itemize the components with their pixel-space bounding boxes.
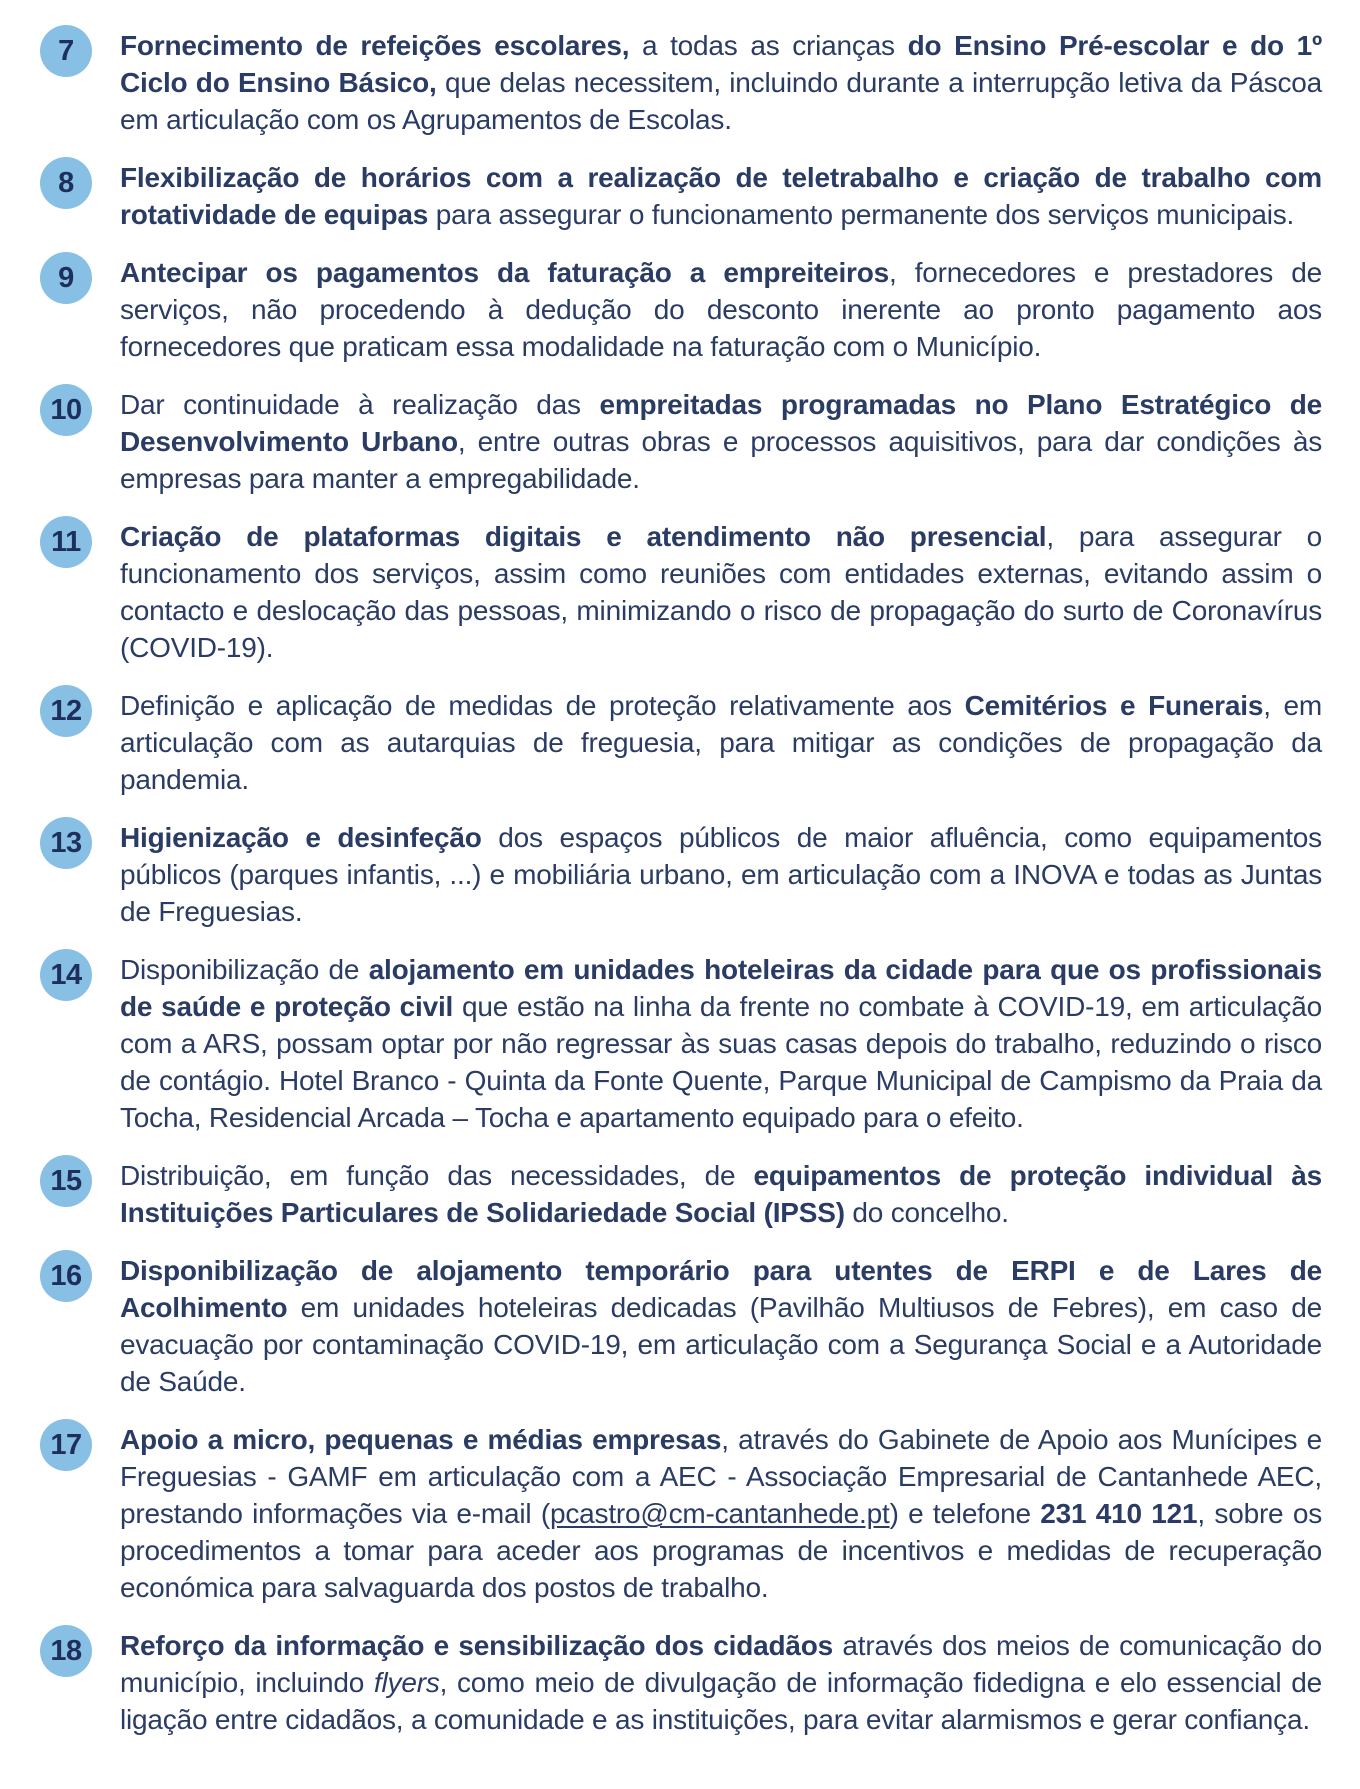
item-paragraph	[120, 1157, 1322, 1231]
measures-list	[40, 27, 1322, 1738]
list-item	[40, 386, 1322, 497]
list-item	[40, 1627, 1322, 1738]
item-paragraph	[120, 951, 1322, 1136]
item-number: 18	[50, 1634, 82, 1667]
item-paragraph	[120, 1421, 1322, 1606]
text-segment: através dos meios de comunicação do município, incluindo	[120, 1630, 1322, 1698]
text-segment: dos espaços públicos de maior afluência, como equipamentos públicos (parques infantis, ...) e mobiliária urbano, em articulação com a INOVA e todas as Juntas de Freguesias.	[120, 822, 1322, 927]
item-number-badge	[40, 516, 92, 568]
item-number: 11	[51, 525, 81, 558]
list-item	[40, 687, 1322, 798]
item-number-badge	[40, 685, 92, 737]
item-number: 16	[50, 1259, 82, 1292]
item-number: 17	[50, 1428, 82, 1461]
text-segment: , para assegurar o funcionamento dos serviços, assim como reuniões com entidades externas, evitando assim o contacto e deslocação das pessoas, minimizando o risco de propagação do surto de Coronavírus (COVID-19).	[120, 521, 1322, 663]
item-paragraph	[120, 518, 1322, 666]
item-paragraph	[120, 819, 1322, 930]
text-segment: , entre outras obras e processos aquisitivos, para dar condições às empresas para manter a empregabilidade.	[120, 426, 1322, 494]
item-number-badge	[40, 252, 92, 304]
item-paragraph	[120, 159, 1322, 233]
list-item	[40, 254, 1322, 365]
text-segment: do Ensino Pré-escolar e do 1º Ciclo do Ensino Básico,	[120, 30, 1322, 98]
text-segment: , sobre os procedimentos a tomar para aceder aos programas de incentivos e medidas de recuperação económica para salvaguarda dos postos de trabalho.	[120, 1498, 1322, 1603]
item-paragraph	[120, 386, 1322, 497]
item-number-badge	[40, 1419, 92, 1471]
text-segment: , em articulação com as autarquias de freguesia, para mitigar as condições de propagação da pandemia.	[120, 690, 1322, 795]
text-segment: Higienização e desinfeção	[120, 822, 482, 853]
text-segment: do concelho.	[844, 1197, 1009, 1228]
text-segment: Apoio a micro, pequenas e médias empresas	[120, 1424, 722, 1455]
text-segment: que estão na linha da frente no combate à COVID-19, em articulação com a ARS, possam optar por não regressar às suas casas depois do trabalho, reduzindo o risco de contágio. Hotel Branco - Quinta da Fonte Quente, Parque Municipal de Campismo da Praia da Tocha, Residencial Arcada – Tocha e apartamento equipado para o efeito.	[120, 991, 1322, 1133]
item-paragraph	[120, 27, 1322, 138]
item-number: 15	[50, 1164, 82, 1197]
text-segment: ) e telefone	[889, 1498, 1041, 1529]
item-number: 9	[58, 261, 74, 294]
email-link[interactable]: pcastro@cm-cantanhede.pt	[549, 1498, 890, 1529]
text-segment: , como meio de divulgação de informação fidedigna e elo essencial de ligação entre cidadãos, a comunidade e as instituições, para evitar alarmismos e gerar confiança.	[120, 1667, 1322, 1735]
item-paragraph	[120, 1252, 1322, 1400]
item-number: 13	[50, 826, 82, 859]
text-segment: , fornecedores e prestadores de serviços, não procedendo à dedução do desconto inerente ao pronto pagamento aos fornecedores que praticam essa modalidade na faturação com o Município.	[120, 257, 1322, 362]
item-number-badge	[40, 817, 92, 869]
list-item	[40, 1252, 1322, 1400]
item-number: 10	[50, 393, 82, 426]
text-segment: Disponibilização de	[120, 954, 369, 985]
text-segment: Reforço da informação e sensibilização dos cidadãos	[120, 1630, 834, 1661]
list-item	[40, 518, 1322, 666]
text-segment: 231 410 121	[1040, 1498, 1198, 1529]
text-segment: Distribuição, em função das necessidades, de	[120, 1160, 754, 1191]
item-number-badge	[40, 949, 92, 1001]
text-segment: para assegurar o funcionamento permanente dos serviços municipais.	[428, 199, 1295, 230]
text-segment: Criação de plataformas digitais e atendimento não presencial	[120, 521, 1047, 552]
list-item	[40, 27, 1322, 138]
list-item	[40, 1157, 1322, 1231]
list-item	[40, 951, 1322, 1136]
text-segment: em unidades hoteleiras dedicadas (Pavilhão Multiusos de Febres), em caso de evacuação por contaminação COVID-19, em articulação com a Segurança Social e a Autoridade de Saúde.	[120, 1292, 1322, 1397]
list-item	[40, 1421, 1322, 1606]
list-item	[40, 819, 1322, 930]
item-number: 14	[50, 958, 82, 991]
text-segment: Fornecimento de refeições escolares,	[120, 30, 630, 61]
text-segment: Cemitérios e Funerais	[964, 690, 1264, 721]
item-paragraph	[120, 1627, 1322, 1738]
item-number-badge	[40, 1625, 92, 1677]
text-segment: alojamento em unidades hoteleiras da cidade para que os profissionais de saúde e proteção civil	[120, 954, 1322, 1022]
text-segment: , através do Gabinete de Apoio aos Munícipes e Freguesias - GAMF em articulação com a AEC - Associação Empresarial de Cantanhede AEC, prestando informações via e-mail (	[120, 1424, 1322, 1529]
item-number-badge	[40, 1250, 92, 1302]
text-segment: equipamentos de proteção individual às Instituições Particulares de Solidariedade Social (IPSS)	[120, 1160, 1322, 1228]
text-segment: que delas necessitem, incluindo durante a interrupção letiva da Páscoa em articulação com os Agrupamentos de Escolas.	[120, 67, 1322, 135]
item-number-badge	[40, 25, 92, 77]
text-segment: a todas as crianças	[629, 30, 908, 61]
item-paragraph	[120, 687, 1322, 798]
text-segment: flyers	[373, 1667, 440, 1698]
item-paragraph	[120, 254, 1322, 365]
text-segment: Flexibilização de horários com a realização de teletrabalho e criação de trabalho com rotatividade de equipas	[120, 162, 1322, 230]
list-item	[40, 159, 1322, 233]
item-number: 7	[58, 34, 74, 67]
item-number-badge	[40, 384, 92, 436]
text-segment: Disponibilização de alojamento temporário para utentes de ERPI e de Lares de Acolhimento	[120, 1255, 1322, 1323]
text-segment: Antecipar os pagamentos da faturação a empreiteiros	[120, 257, 889, 288]
text-segment: Definição e aplicação de medidas de proteção relativamente aos	[120, 690, 965, 721]
item-number: 12	[50, 694, 82, 727]
item-number: 8	[58, 166, 74, 199]
item-number-badge	[40, 1155, 92, 1207]
text-segment: empreitadas programadas no Plano Estratégico de Desenvolvimento Urbano	[120, 389, 1323, 457]
text-segment: Dar continuidade à realização das	[120, 389, 600, 420]
item-number-badge	[40, 157, 92, 209]
